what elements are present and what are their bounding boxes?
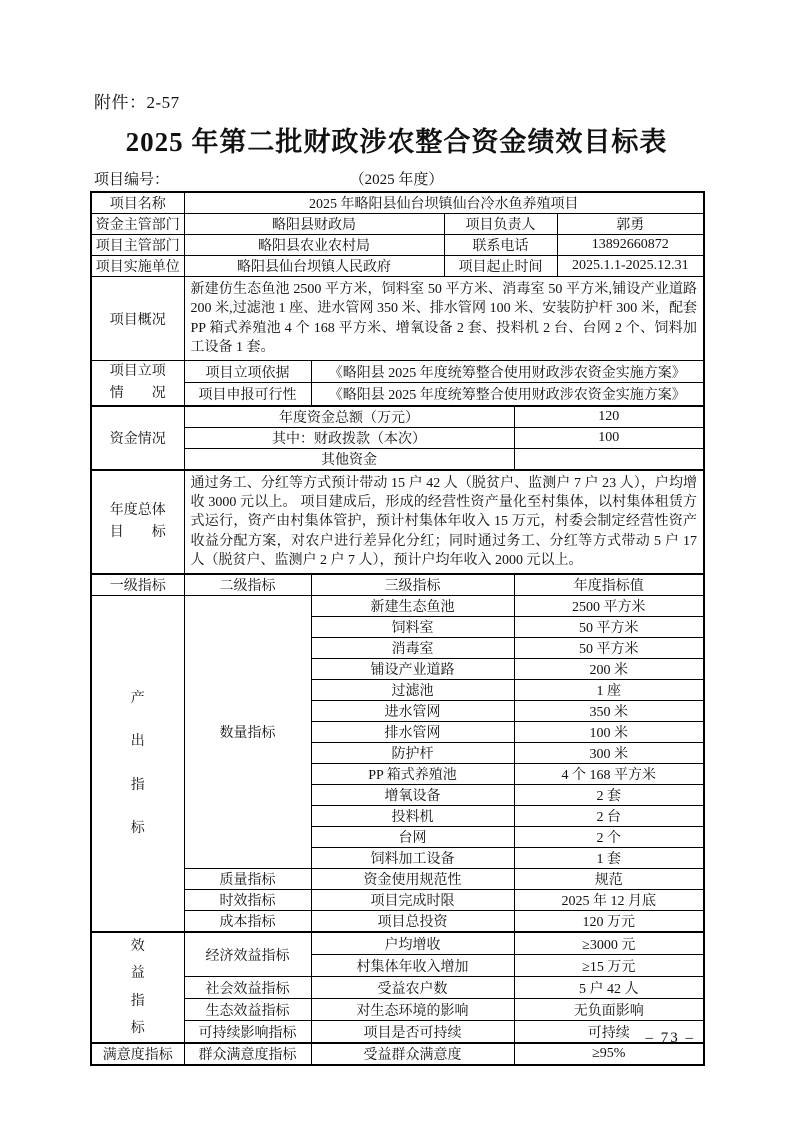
indicator-value-cell: 50 平方米 — [514, 617, 704, 638]
indicator-value-cell: 120 万元 — [514, 911, 704, 933]
indicator-value-cell: 50 平方米 — [514, 638, 704, 659]
table-row — [91, 256, 704, 277]
funding-row-name: 其中：财政拨款（本次） — [184, 427, 514, 448]
table-row — [91, 361, 704, 383]
indicator-value-cell: ≥95% — [514, 1043, 704, 1065]
indicator-value-cell: 300 米 — [514, 743, 704, 764]
indicator-value-cell: 2 台 — [514, 806, 704, 827]
satisfaction-section-label: 满意度指标 — [91, 1043, 184, 1065]
indicator-value-cell: 5 户 42 人 — [514, 977, 704, 999]
indicator-name-cell: 台网 — [311, 827, 514, 848]
project-dept-value: 略阳县农业农村局 — [184, 235, 444, 256]
benefit-section-label-text: 效益指标 — [130, 939, 145, 1037]
indicator-name-cell: PP 箱式养殖池 — [311, 764, 514, 785]
sustainability-group-label: 可持续影响指标 — [184, 1021, 311, 1044]
indicator-name-cell: 增氧设备 — [311, 785, 514, 806]
table-row — [91, 932, 704, 955]
project-no-line — [90, 168, 703, 190]
economic-group-label: 经济效益指标 — [184, 932, 311, 977]
annual-goal-label-line2: 目 标 — [109, 524, 166, 540]
indicator-name-cell: 防护杆 — [311, 743, 514, 764]
indicator-header-l2: 二级指标 — [184, 574, 311, 596]
indicator-name-cell: 消毒室 — [311, 638, 514, 659]
funding-row-value: 100 — [514, 427, 704, 448]
leader-value: 郭勇 — [557, 214, 704, 235]
indicator-header-l1: 一级指标 — [91, 574, 184, 596]
indicator-name-cell: 项目总投资 — [311, 911, 514, 933]
indicator-header-l3: 三级指标 — [311, 574, 514, 596]
indicator-name-cell: 铺设产业道路 — [311, 659, 514, 680]
indicator-value-cell: 2025 年 12 月底 — [514, 890, 704, 911]
quality-group-label: 质量指标 — [184, 869, 311, 890]
approval-section-label — [91, 361, 184, 406]
funding-row-name: 年度资金总额（万元） — [184, 406, 514, 428]
indicator-name-cell: 受益农户数 — [311, 977, 514, 999]
leader-label: 项目负责人 — [444, 214, 557, 235]
benefit-section-label — [91, 932, 184, 1043]
indicator-name-cell: 户均增收 — [311, 932, 514, 955]
indicator-value-cell: 2 套 — [514, 785, 704, 806]
table-row — [91, 596, 704, 617]
page-title: 2025 年第二批财政涉农整合资金绩效目标表 — [125, 127, 668, 157]
indicator-name-cell: 资金使用规范性 — [311, 869, 514, 890]
quantity-group-label: 数量指标 — [184, 596, 311, 869]
indicator-name-cell: 排水管网 — [311, 722, 514, 743]
table-row — [91, 214, 704, 235]
indicator-name-cell: 过滤池 — [311, 680, 514, 701]
output-section-label — [91, 596, 184, 933]
approval-basis-label: 项目立项依据 — [184, 361, 311, 383]
impl-unit-value: 略阳县仙台坝镇人民政府 — [184, 256, 444, 277]
timeliness-group-label: 时效指标 — [184, 890, 311, 911]
output-section-label-text: 产出指标 — [130, 690, 145, 837]
indicator-name-cell: 进水管网 — [311, 701, 514, 722]
indicator-value-cell: 规范 — [514, 869, 704, 890]
satisfaction-group-label: 群众满意度指标 — [184, 1043, 311, 1065]
indicator-name-cell: 投料机 — [311, 806, 514, 827]
annual-goal-label — [91, 470, 184, 575]
page-number: – 73 – — [645, 1030, 695, 1046]
phone-value: 13892660872 — [557, 235, 704, 256]
annual-goal-value: 通过务工、分红等方式预计带动 15 户 42 人（脱贫户、监测户 7 户 23 人），户均增收 3000 元以上。 项目建成后，形成的经营性资产量化至村集体，以村集体租赁方式运行，资产由村集体管护，预计村集体年收入 15 万元，村委会制定经营性资产收益分配方案，对农户进行差异化分红；同时通过务工、分红等方式带动 5 户 17 人（脱贫户、监测户 2 户 7 人），预计户均年收入 2000 元以上。 — [184, 470, 704, 575]
indicator-name-cell: 项目是否可持续 — [311, 1021, 514, 1044]
fund-dept-value: 略阳县财政局 — [184, 214, 444, 235]
table-row — [91, 406, 704, 428]
indicator-name-cell: 对生态环境的影响 — [311, 999, 514, 1021]
funding-section-label: 资金情况 — [91, 406, 184, 470]
indicator-value-cell: 200 米 — [514, 659, 704, 680]
project-dept-label: 项目主管部门 — [91, 235, 184, 256]
indicator-value-cell: 350 米 — [514, 701, 704, 722]
indicator-value-cell: 4 个 168 平方米 — [514, 764, 704, 785]
social-group-label: 社会效益指标 — [184, 977, 311, 999]
indicator-name-cell: 村集体年收入增加 — [311, 955, 514, 977]
year-note: （2025 年度） — [349, 172, 444, 188]
performance-target-table — [90, 191, 705, 1066]
indicator-value-cell: 100 米 — [514, 722, 704, 743]
indicator-name-cell: 新建生态鱼池 — [311, 596, 514, 617]
table-row — [91, 574, 704, 596]
indicator-value-cell: 无负面影响 — [514, 999, 704, 1021]
indicator-value-cell: ≥3000 元 — [514, 932, 704, 955]
attachment-label: 附件：2-57 — [94, 93, 180, 112]
table-row — [91, 1043, 704, 1065]
duration-value: 2025.1.1-2025.12.31 — [557, 256, 704, 277]
table-row — [91, 235, 704, 256]
phone-label: 联系电话 — [444, 235, 557, 256]
project-no-label: 项目编号： — [94, 172, 170, 188]
overview-label: 项目概况 — [91, 277, 184, 361]
project-name-label: 项目名称 — [91, 192, 184, 214]
document-page — [90, 0, 703, 1066]
indicator-name-cell: 饲料室 — [311, 617, 514, 638]
ecological-group-label: 生态效益指标 — [184, 999, 311, 1021]
cost-group-label: 成本指标 — [184, 911, 311, 933]
indicator-value-cell: 可持续 — [514, 1021, 704, 1044]
approval-label-line1: 项目立项 — [109, 364, 166, 380]
table-row — [91, 192, 704, 214]
table-row — [91, 277, 704, 361]
indicator-value-cell: ≥15 万元 — [514, 955, 704, 977]
duration-label: 项目起止时间 — [444, 256, 557, 277]
indicator-value-cell: 1 座 — [514, 680, 704, 701]
indicator-value-cell: 2 个 — [514, 827, 704, 848]
project-name-value: 2025 年略阳县仙台坝镇仙台冷水鱼养殖项目 — [184, 192, 704, 214]
approval-feasibility-label: 项目申报可行性 — [184, 383, 311, 406]
indicator-name-cell: 受益群众满意度 — [311, 1043, 514, 1065]
approval-label-line2: 情 况 — [109, 385, 166, 401]
impl-unit-label: 项目实施单位 — [91, 256, 184, 277]
indicator-value-cell: 2500 平方米 — [514, 596, 704, 617]
funding-row-value — [514, 448, 704, 470]
funding-row-value: 120 — [514, 406, 704, 428]
indicator-name-cell: 项目完成时限 — [311, 890, 514, 911]
annual-goal-label-line1: 年度总体 — [109, 503, 166, 519]
indicator-value-cell: 1 套 — [514, 848, 704, 869]
approval-basis-value: 《略阳县 2025 年度统筹整合使用财政涉农资金实施方案》 — [311, 361, 704, 383]
overview-value: 新建仿生态鱼池 2500 平方米，饲料室 50 平方米、消毒室 50 平方米,铺设产业道路 200 米,过滤池 1 座、进水管网 350 米、排水管网 100 米、安装防护杆 300 米，配套 PP 箱式养殖池 4 个 168 平方米、增氧设备 2 套、投料机 2 台、台网 2 个、饲料加工设备 1 套。 — [184, 277, 704, 361]
table-row — [91, 470, 704, 575]
funding-row-name: 其他资金 — [184, 448, 514, 470]
fund-dept-label: 资金主管部门 — [91, 214, 184, 235]
approval-feasibility-value: 《略阳县 2025 年度统筹整合使用财政涉农资金实施方案》 — [311, 383, 704, 406]
indicator-name-cell: 饲料加工设备 — [311, 848, 514, 869]
indicator-header-value: 年度指标值 — [514, 574, 704, 596]
